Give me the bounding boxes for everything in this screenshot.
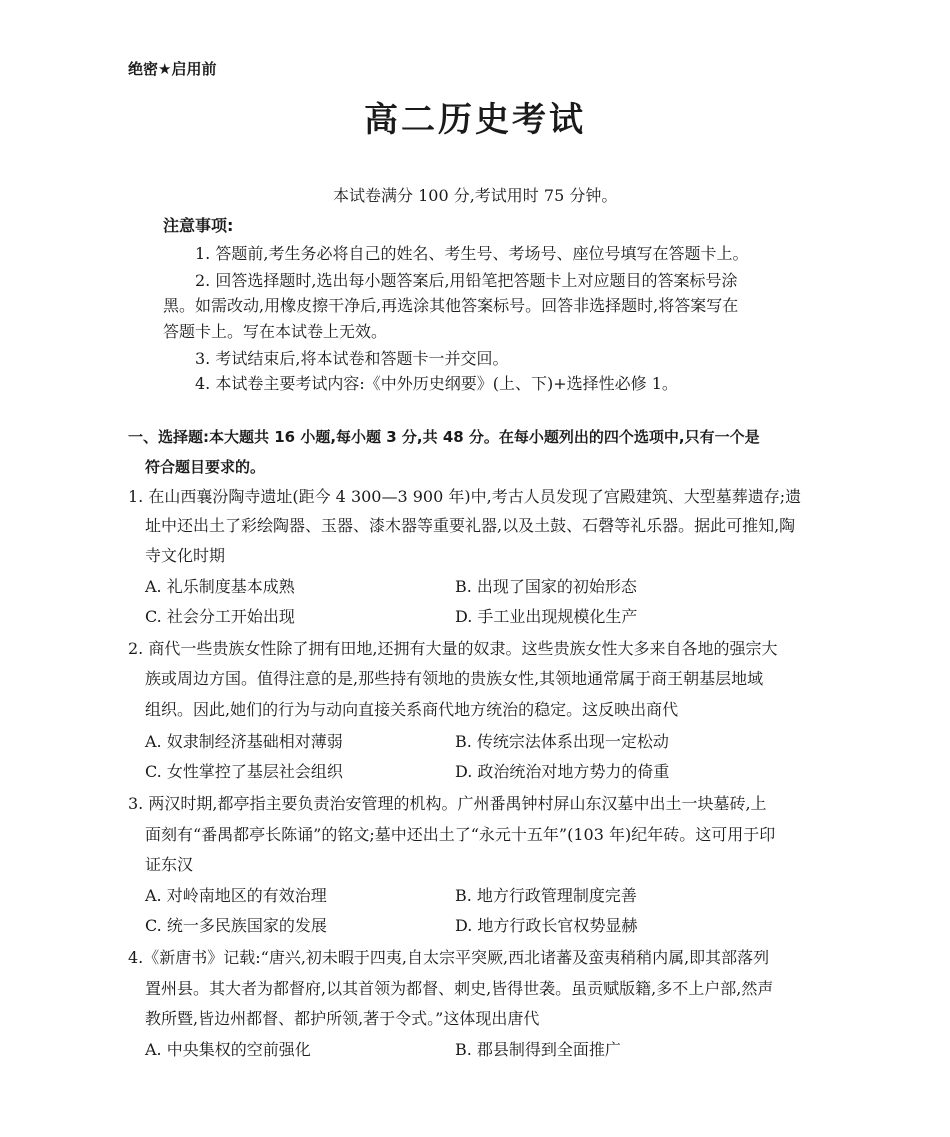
- question-2-stem: 2. 商代一些贵族女性除了拥有田地,还拥有大量的奴隶。这些贵族女性大多来自各地的强宗大: [128, 639, 778, 658]
- notice-line: 1. 答题前,考生务必将自己的姓名、考生号、考场号、座位号填写在答题卡上。: [195, 244, 749, 263]
- question-3-stem: 证东汉: [145, 855, 194, 874]
- question-1-stem: 址中还出土了彩绘陶器、玉器、漆木器等重要礼器,以及土鼓、石磬等礼乐器。据此可推知,陶: [145, 516, 796, 535]
- question-3-option-a: A. 对岭南地区的有效治理: [145, 886, 327, 905]
- exam-intro: 本试卷满分 100 分,考试用时 75 分钟。: [333, 186, 618, 205]
- question-2-stem: 族或周边方国。值得注意的是,那些持有领地的贵族女性,其领地通常属于商王朝基层地域: [145, 669, 764, 688]
- question-1-stem: 寺文化时期: [145, 546, 226, 565]
- section-heading-cont: 符合题目要求的。: [145, 458, 266, 476]
- question-2-option-d: D. 政治统治对地方势力的倚重: [455, 762, 670, 781]
- notice-heading: 注意事项:: [163, 216, 234, 235]
- notice-line: 2. 回答选择题时,选出每小题答案后,用铅笔把答题卡上对应题目的答案标号涂: [195, 271, 738, 290]
- question-1-stem: 1. 在山西襄汾陶寺遗址(距今 4 300—3 900 年)中,考古人员发现了宫殿建筑、大型墓葬遗存;遗: [128, 487, 802, 506]
- page-title: 高二历史考试: [364, 100, 586, 140]
- question-1-option-c: C. 社会分工开始出现: [145, 607, 295, 626]
- question-3-stem: 面刻有“番禺都亭长陈诵”的铭文;墓中还出土了“永元十五年”(103 年)纪年砖。这可用于印: [145, 825, 776, 844]
- confidential-label: 绝密★启用前: [128, 60, 217, 78]
- notice-line: 3. 考试结束后,将本试卷和答题卡一并交回。: [195, 349, 509, 368]
- question-4-option-a: A. 中央集权的空前强化: [145, 1040, 311, 1059]
- question-4-stem: 4.《新唐书》记载:“唐兴,初未暇于四夷,自太宗平突厥,西北诸蕃及蛮夷稍稍内属,即其部落列: [128, 948, 770, 967]
- question-2-stem: 组织。因此,她们的行为与动向直接关系商代地方统治的稳定。这反映出商代: [145, 700, 679, 719]
- question-2-option-c: C. 女性掌控了基层社会组织: [145, 762, 343, 781]
- question-1-option-a: A. 礼乐制度基本成熟: [145, 577, 295, 596]
- question-3-stem: 3. 两汉时期,都亭指主要负责治安管理的机构。广州番禺钟村屏山东汉墓中出土一块墓砖,上: [128, 794, 767, 813]
- question-3-option-c: C. 统一多民族国家的发展: [145, 916, 327, 935]
- question-2-option-b: B. 传统宗法体系出现一定松动: [455, 732, 669, 751]
- question-2-option-a: A. 奴隶制经济基础相对薄弱: [145, 732, 343, 751]
- question-1-option-b: B. 出现了国家的初始形态: [455, 577, 637, 596]
- question-4-stem: 教所暨,皆边州都督、都护所领,著于令式。”这体现出唐代: [145, 1009, 540, 1028]
- question-3-option-b: B. 地方行政管理制度完善: [455, 886, 637, 905]
- notice-line: 4. 本试卷主要考试内容:《中外历史纲要》(上、下)+选择性必修 1。: [195, 374, 678, 393]
- question-4-option-b: B. 郡县制得到全面推广: [455, 1040, 621, 1059]
- section-heading: 一、选择题:本大题共 16 小题,每小题 3 分,共 48 分。在每小题列出的四个选项中,只有一个是: [128, 428, 760, 446]
- notice-line: 答题卡上。写在本试卷上无效。: [163, 322, 388, 341]
- question-4-stem: 置州县。其大者为都督府,以其首领为都督、刺史,皆得世袭。虽贡赋版籍,多不上户部,然声: [145, 979, 774, 998]
- question-3-option-d: D. 地方行政长官权势显赫: [455, 916, 638, 935]
- question-1-option-d: D. 手工业出现规模化生产: [455, 607, 638, 626]
- notice-line: 黑。如需改动,用橡皮擦干净后,再选涂其他答案标号。回答非选择题时,将答案写在: [163, 296, 739, 315]
